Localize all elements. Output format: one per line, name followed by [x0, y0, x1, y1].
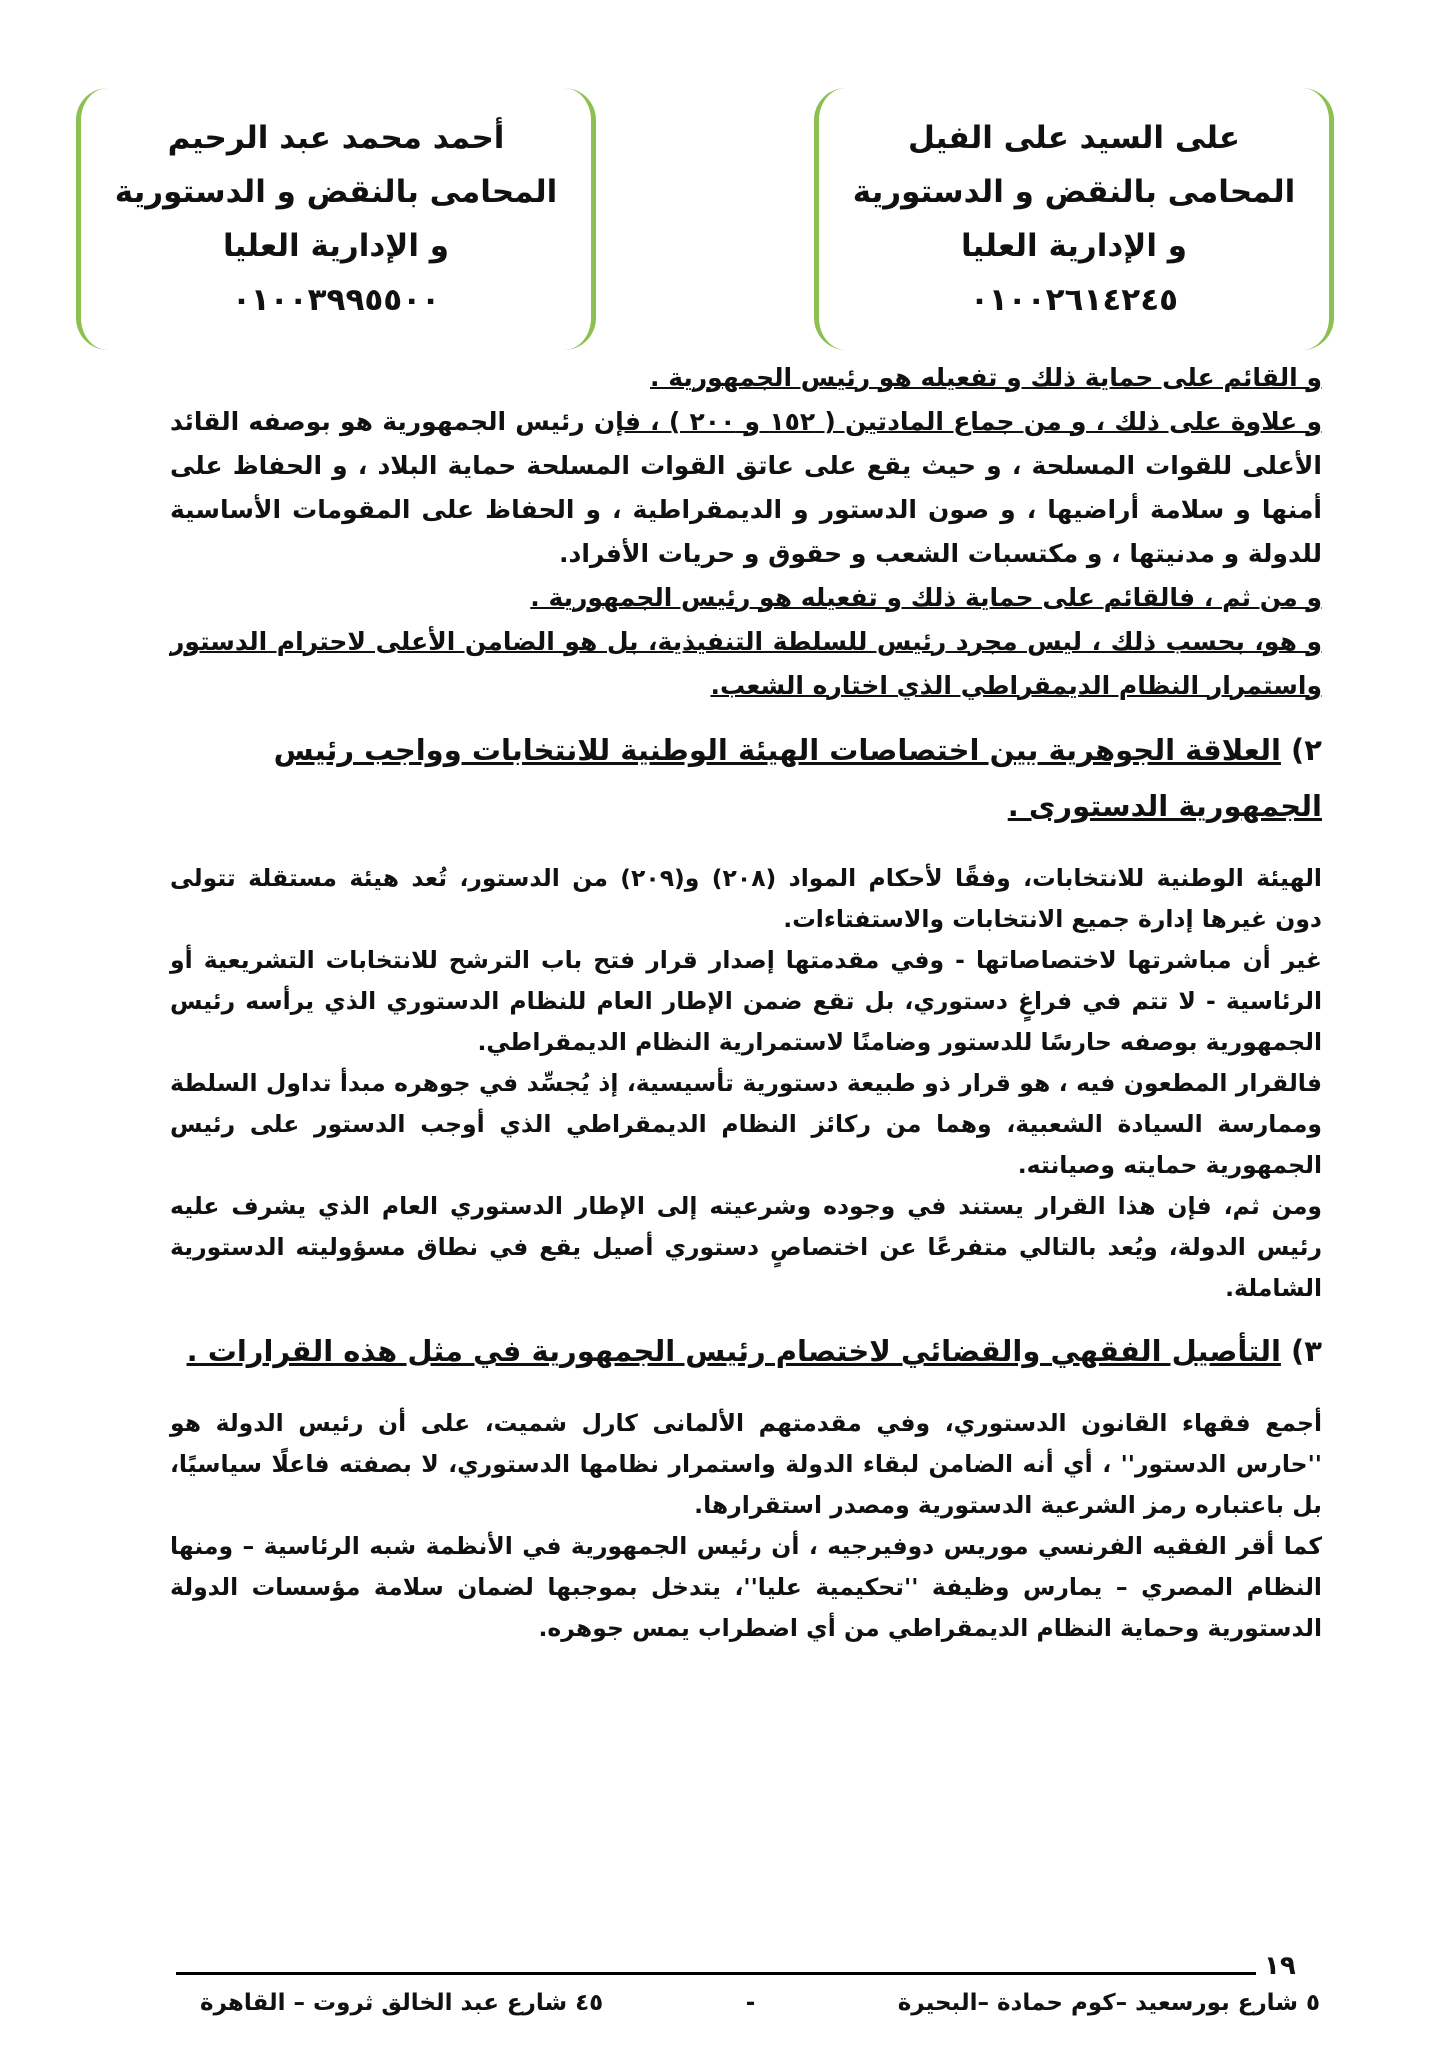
intro-paragraph-2-underlined: و علاوة على ذلك ، و من جماع المادتين ( ١٥٢ و ٢٠٠ ) ، ف — [624, 407, 1323, 436]
section-2-title: العلاقة الجوهرية بين اختصاصات الهيئة الوطنية للانتخابات وواجب رئيس الجمهورية الدستورى . — [273, 733, 1322, 823]
section-3-number: ٣) — [1291, 1334, 1322, 1368]
document-body — [170, 356, 1322, 1649]
section-3-paragraph-2: كما أقر الفقيه الفرنسي موريس دوفيرجيه ، أن رئيس الجمهورية في الأنظمة شبه الرئاسية – ومنها النظام المصري – يمارس وظيفة ''تحكيمية عليا''، يتدخل بموجبها لضمان سلامة مؤسسات الدولة الدستورية وحماية النظام الديمقراطي من أي اضطراب يمس جوهره. — [170, 1532, 1322, 1642]
lawyer-card-right — [814, 88, 1334, 350]
lawyer-phone: ٠١٠٠٢٦١٤٢٤٥ — [969, 282, 1179, 318]
section-3-heading — [170, 1323, 1322, 1379]
intro-paragraph-2 — [170, 400, 1322, 576]
address-left: ٤٥ شارع عبد الخالق ثروت – القاهرة — [200, 1990, 604, 2016]
lawyer-phone: ٠١٠٠٣٩٩٥٥٠٠ — [231, 282, 441, 318]
intro-line-1: و القائم على حماية ذلك و تفعيله هو رئيس الجمهورية . — [650, 363, 1322, 392]
section-3-title: التأصيل الفقهي والقضائي لاختصام رئيس الجمهورية في مثل هذه القرارات . — [186, 1334, 1281, 1368]
lawyer-card-left — [76, 88, 596, 350]
address-right: ٥ شارع بورسعيد –كوم حمادة –البحيرة — [897, 1990, 1320, 2016]
lawyer-name: أحمد محمد عبد الرحيم — [167, 120, 505, 156]
lawyer-title-2: و الإدارية العليا — [960, 228, 1188, 264]
intro-paragraph-2-rest: إن رئيس الجمهورية هو بوصفه القائد الأعلى للقوات المسلحة ، و حيث يقع على عاتق القوات المسلحة حماية البلاد ، و الحفاظ على أمنها و سلامة أراضيها ، و صون الدستور و الديمقراطية ، و الحفاظ على المقومات الأساسية للدولة و مدنيتها ، و مكتسبات الشعب و حقوق و حريات الأفراد. — [170, 407, 1322, 568]
footer-divider — [176, 1972, 1256, 1975]
intro-line-4: و هو، بحسب ذلك ، ليس مجرد رئيس للسلطة التنفيذية، بل هو الضامن الأعلى لاحترام الدستور واستمرار النظام الديمقراطي الذي اختاره الشعب. — [170, 627, 1322, 700]
address-separator: - — [745, 1990, 756, 2016]
lawyer-title: المحامى بالنقض و الدستورية — [852, 174, 1296, 210]
section-2-number: ٢) — [1291, 733, 1322, 767]
lawyer-name: على السيد على الفيل — [907, 120, 1241, 156]
section-2-paragraph-4: ومن ثم، فإن هذا القرار يستند في وجوده وشرعيته إلى الإطار الدستوري العام الذي يشرف عليه رئيس الدولة، ويُعد بالتالي متفرعًا عن اختصاصٍ دستوري أصيل يقع في نطاق مسؤوليته الدستورية الشاملة. — [170, 1192, 1322, 1302]
section-2-paragraph-3: فالقرار المطعون فيه ، هو قرار ذو طبيعة دستورية تأسيسية، إذ يُجسِّد في جوهره مبدأ تداول السلطة وممارسة السيادة الشعبية، وهما من ركائز النظام الديمقراطي الذي أوجب الدستور على رئيس الجمهورية حمايته وصيانته. — [170, 1069, 1322, 1179]
section-2-paragraph-1: الهيئة الوطنية للانتخابات، وفقًا لأحكام المواد (٢٠٨) و(٢٠٩) من الدستور، تُعد هيئة مستقلة تتولى دون غيرها إدارة جميع الانتخابات والاستفتاءات. — [170, 864, 1322, 933]
footer-addresses — [200, 1990, 1320, 2016]
section-2-paragraph-2: غير أن مباشرتها لاختصاصاتها - وفي مقدمتها إصدار قرار فتح باب الترشح للانتخابات التشريعية أو الرئاسية - لا تتم في فراغٍ دستوري، بل تقع ضمن الإطار العام للنظام الدستوري الذي يرأسه رئيس الجمهورية بوصفه حارسًا للدستور وضامنًا لاستمرارية النظام الديمقراطي. — [170, 946, 1322, 1056]
intro-line-3: و من ثم ، فالقائم على حماية ذلك و تفعيله هو رئيس الجمهورية . — [530, 583, 1322, 612]
section-3-paragraph-1: أجمع فقهاء القانون الدستوري، وفي مقدمتهم الألمانى كارل شميت، على أن رئيس الدولة هو ''حارس الدستور'' ، أي أنه الضامن لبقاء الدولة واستمرار نظامها الدستوري، لا بصفته فاعلًا سياسيًا، بل باعتباره رمز الشرعية الدستورية ومصدر استقرارها. — [170, 1409, 1322, 1519]
section-2-heading — [170, 722, 1322, 834]
lawyer-title: المحامى بالنقض و الدستورية — [114, 174, 558, 210]
page-number: ١٩ — [1264, 1951, 1296, 1981]
lawyer-title-2: و الإدارية العليا — [222, 228, 450, 264]
